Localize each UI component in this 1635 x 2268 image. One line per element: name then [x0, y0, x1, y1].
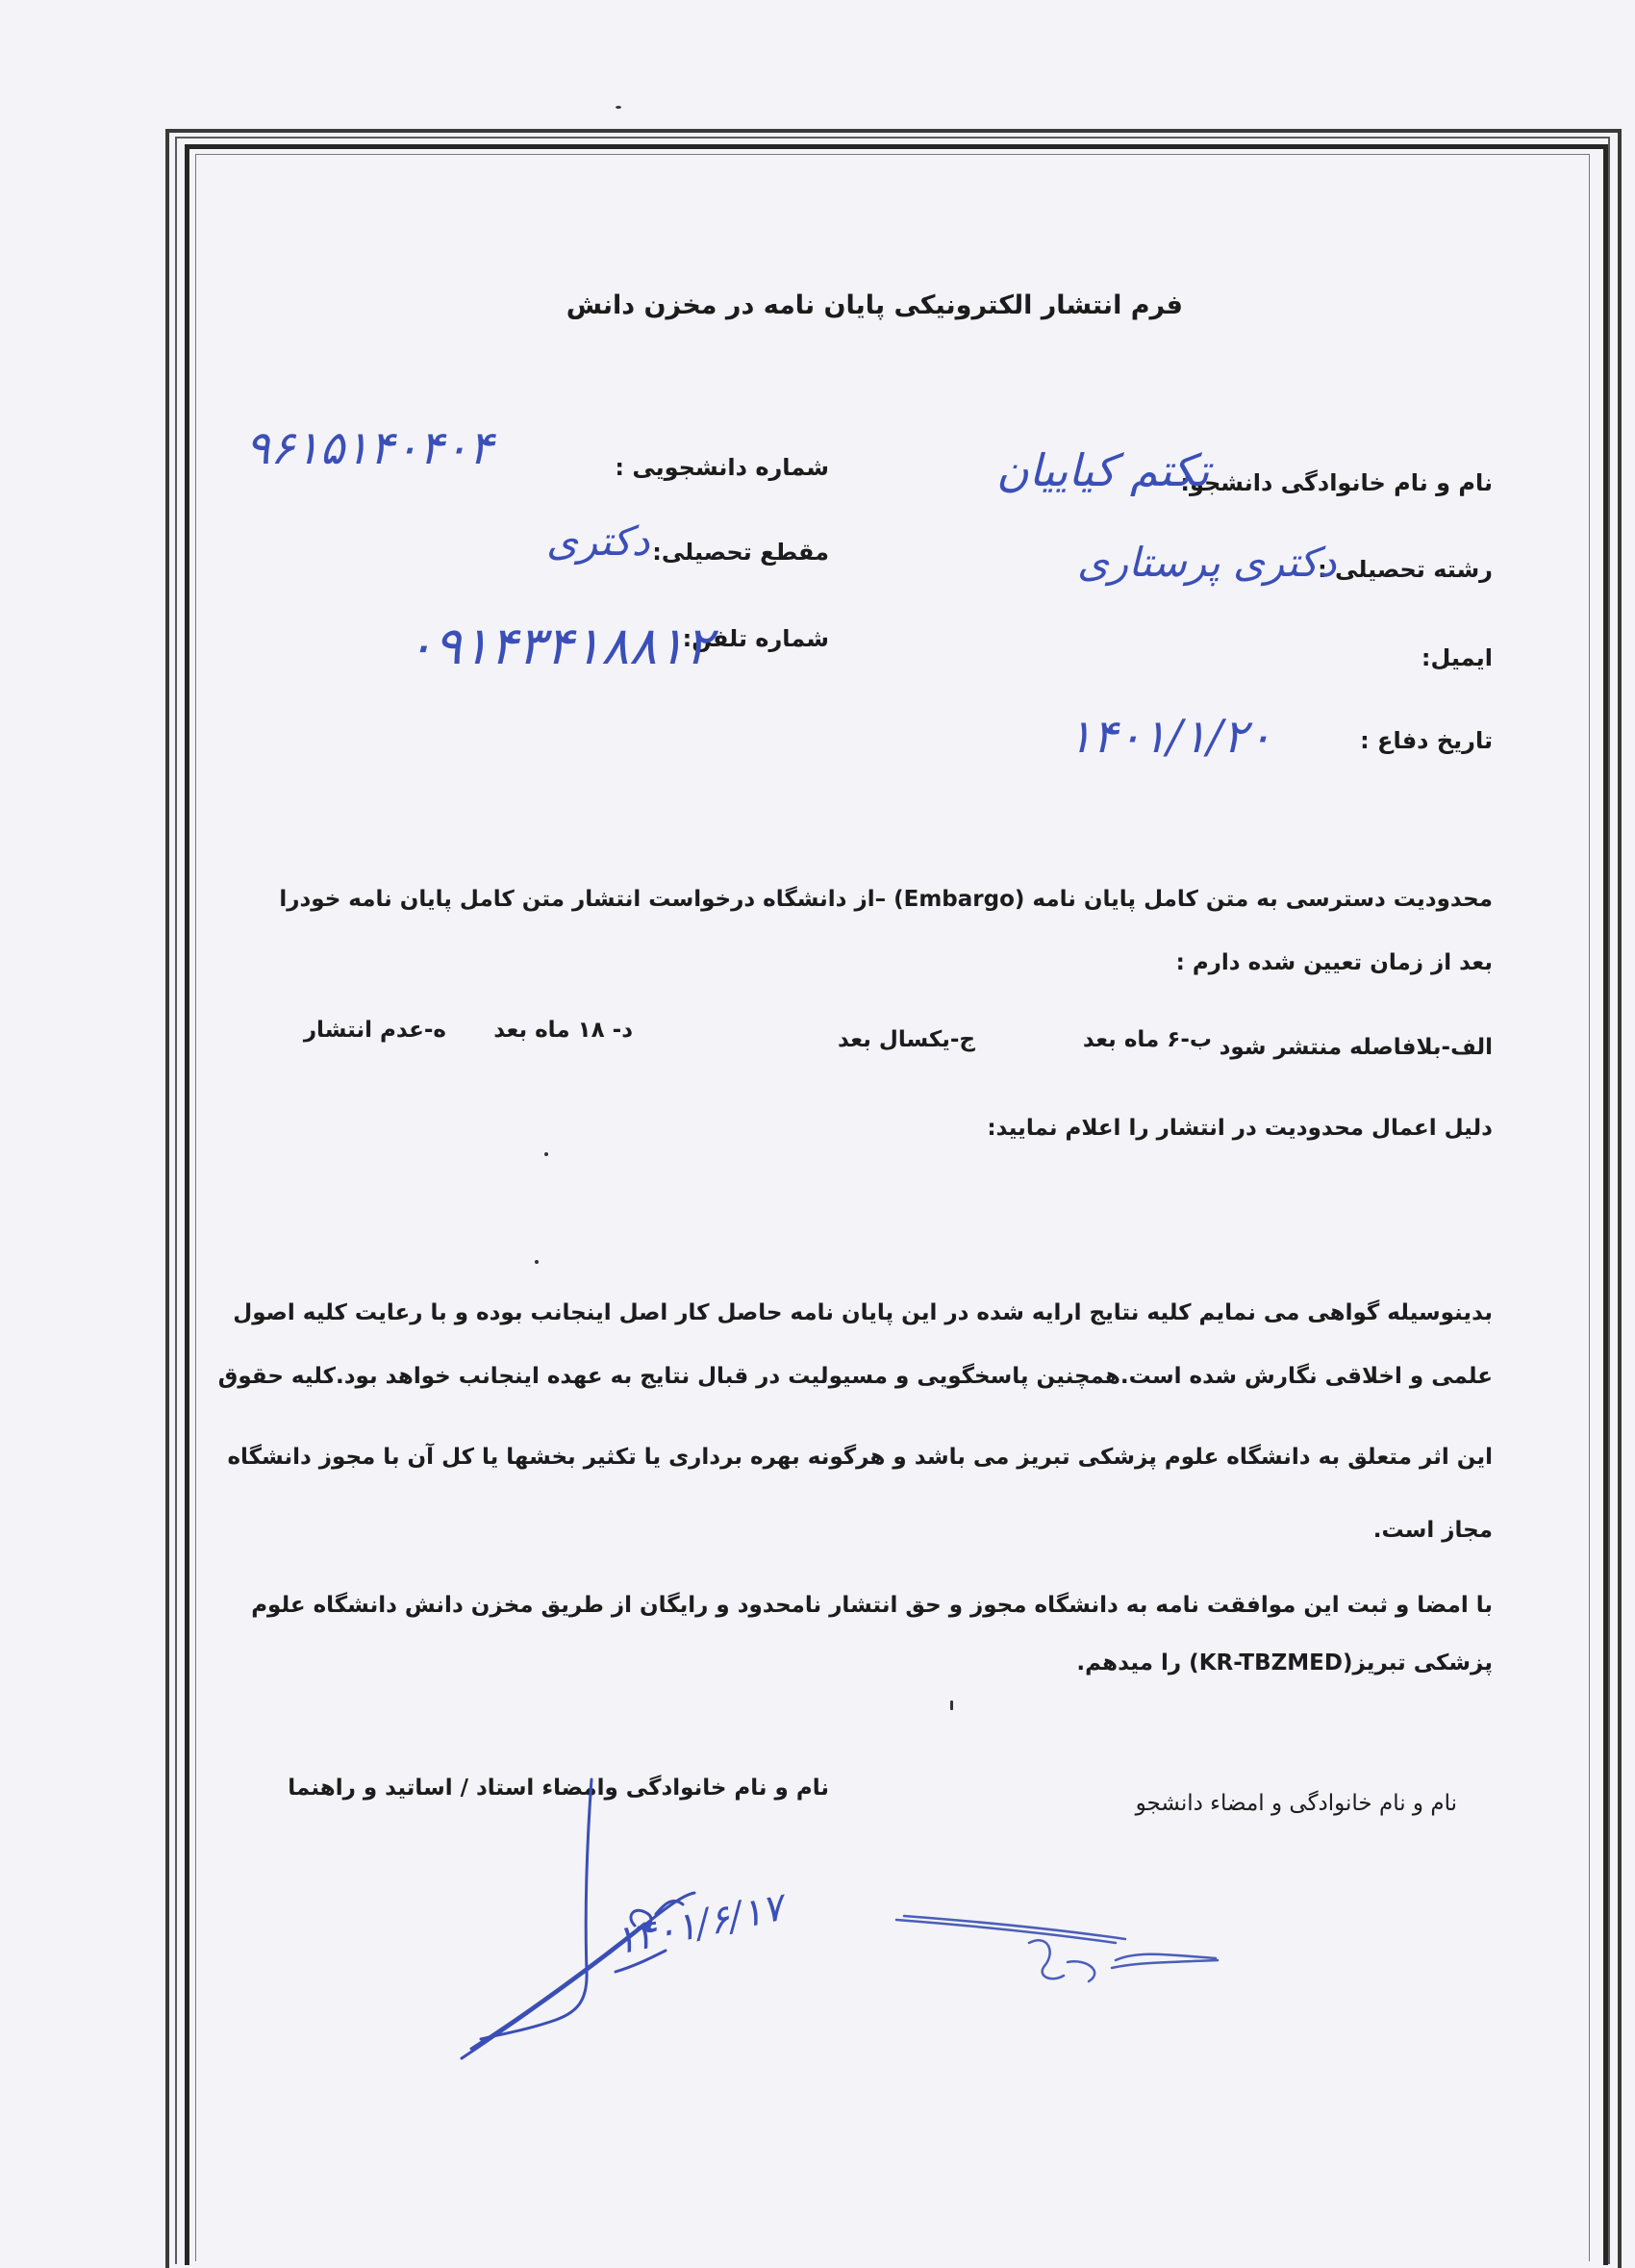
phone-label: شماره تلفن:: [682, 625, 829, 652]
degree-level-label: مقطع تحصیلی:: [652, 539, 829, 566]
embargo-option-6-months[interactable]: ب-۶ ماه بعد: [1082, 1027, 1212, 1052]
name-value: تکتم کیاییان: [996, 444, 1210, 496]
embargo-option-1-year[interactable]: ج-یکسال بعد: [837, 1027, 975, 1052]
scan-speck: [950, 1701, 953, 1710]
embargo-option-immediate[interactable]: الف-بلافاصله منتشر شود: [1219, 1035, 1493, 1060]
field-of-study-value: دکتری پرستاری: [1077, 539, 1337, 586]
embargo-option-18-months[interactable]: د- ۱۸ ماه بعد: [493, 1018, 633, 1043]
declaration-line-1: بدینوسیله گواهی می نمایم کلیه نتایج ارایه شده در این پایان نامه حاصل کار اصل اینجانب بوده و با رعایت کلیه اصول: [233, 1300, 1493, 1325]
email-label: ایمیل:: [1421, 644, 1493, 671]
embargo-line-1: محدودیت دسترسی به متن کامل پایان نامه (Embargo) –از دانشگاه درخواست انتشار متن کامل پایان نامه خودرا: [279, 887, 1493, 912]
declaration-line-6: پزشکی تبریز(KR-TBZMED) را میدهم.: [1076, 1651, 1493, 1676]
declaration-line-2: علمی و اخلاقی نگارش شده است.همچنین پاسخگویی و مسیولیت در قبال نتایج به عهده اینجانب خواهد بود.کلیه حقوق: [217, 1364, 1493, 1389]
degree-level-value: دکتری: [546, 517, 650, 565]
declaration-line-3: این اثر متعلق به دانشگاه علوم پزشکی تبریز می باشد و هرگونه بهره برداری یا تکثیر بخشها یا کل آن با مجوز دانشگاه: [227, 1445, 1493, 1470]
field-of-study-label: رشته تحصیلی :: [1318, 556, 1493, 583]
student-id-value: ۹۶۱۵۱۴۰۴۰۴: [245, 421, 493, 475]
student-signature: [885, 1904, 1231, 2020]
defense-date-value: ۱۴۰۱/۱/۲۰: [1068, 710, 1272, 764]
name-label: نام و نام خانوادگی دانشجو:: [1180, 469, 1493, 496]
scan-speck: [616, 106, 621, 109]
student-signature-label: نام و نام خانوادگی و امضاء دانشجو: [1135, 1791, 1457, 1816]
declaration-line-4: مجاز است.: [1372, 1518, 1493, 1543]
embargo-reason-label: دلیل اعمال محدودیت در انتشار را اعلام نمایید:: [987, 1116, 1493, 1141]
embargo-line-2: بعد از زمان تعیین شده دارم :: [1175, 950, 1493, 975]
form-title: فرم انتشار الکترونیکی پایان نامه در مخزن دانش: [566, 290, 1183, 320]
defense-date-label: تاریخ دفاع :: [1360, 727, 1493, 754]
declaration-line-5: با امضا و ثبت این موافقت نامه به دانشگاه مجوز و حق انتشار نامحدود و رایگان از طریق مخزن دانش دانشگاه علوم: [251, 1593, 1493, 1618]
supervisor-signature-date: ۱۴۰۱/۶/۱۷: [611, 1885, 788, 1964]
embargo-option-no-publication[interactable]: ه-عدم انتشار: [303, 1018, 446, 1043]
phone-value: ۰۹۱۴۳۴۱۸۸۱۲: [406, 616, 714, 676]
scan-speck: [544, 1152, 548, 1156]
supervisor-signature-label: نام و نام خانوادگی وامضاء استاد / اساتید و راهنما: [288, 1776, 829, 1801]
student-id-label: شماره دانشجویی :: [615, 454, 829, 481]
scan-speck: [535, 1260, 539, 1264]
